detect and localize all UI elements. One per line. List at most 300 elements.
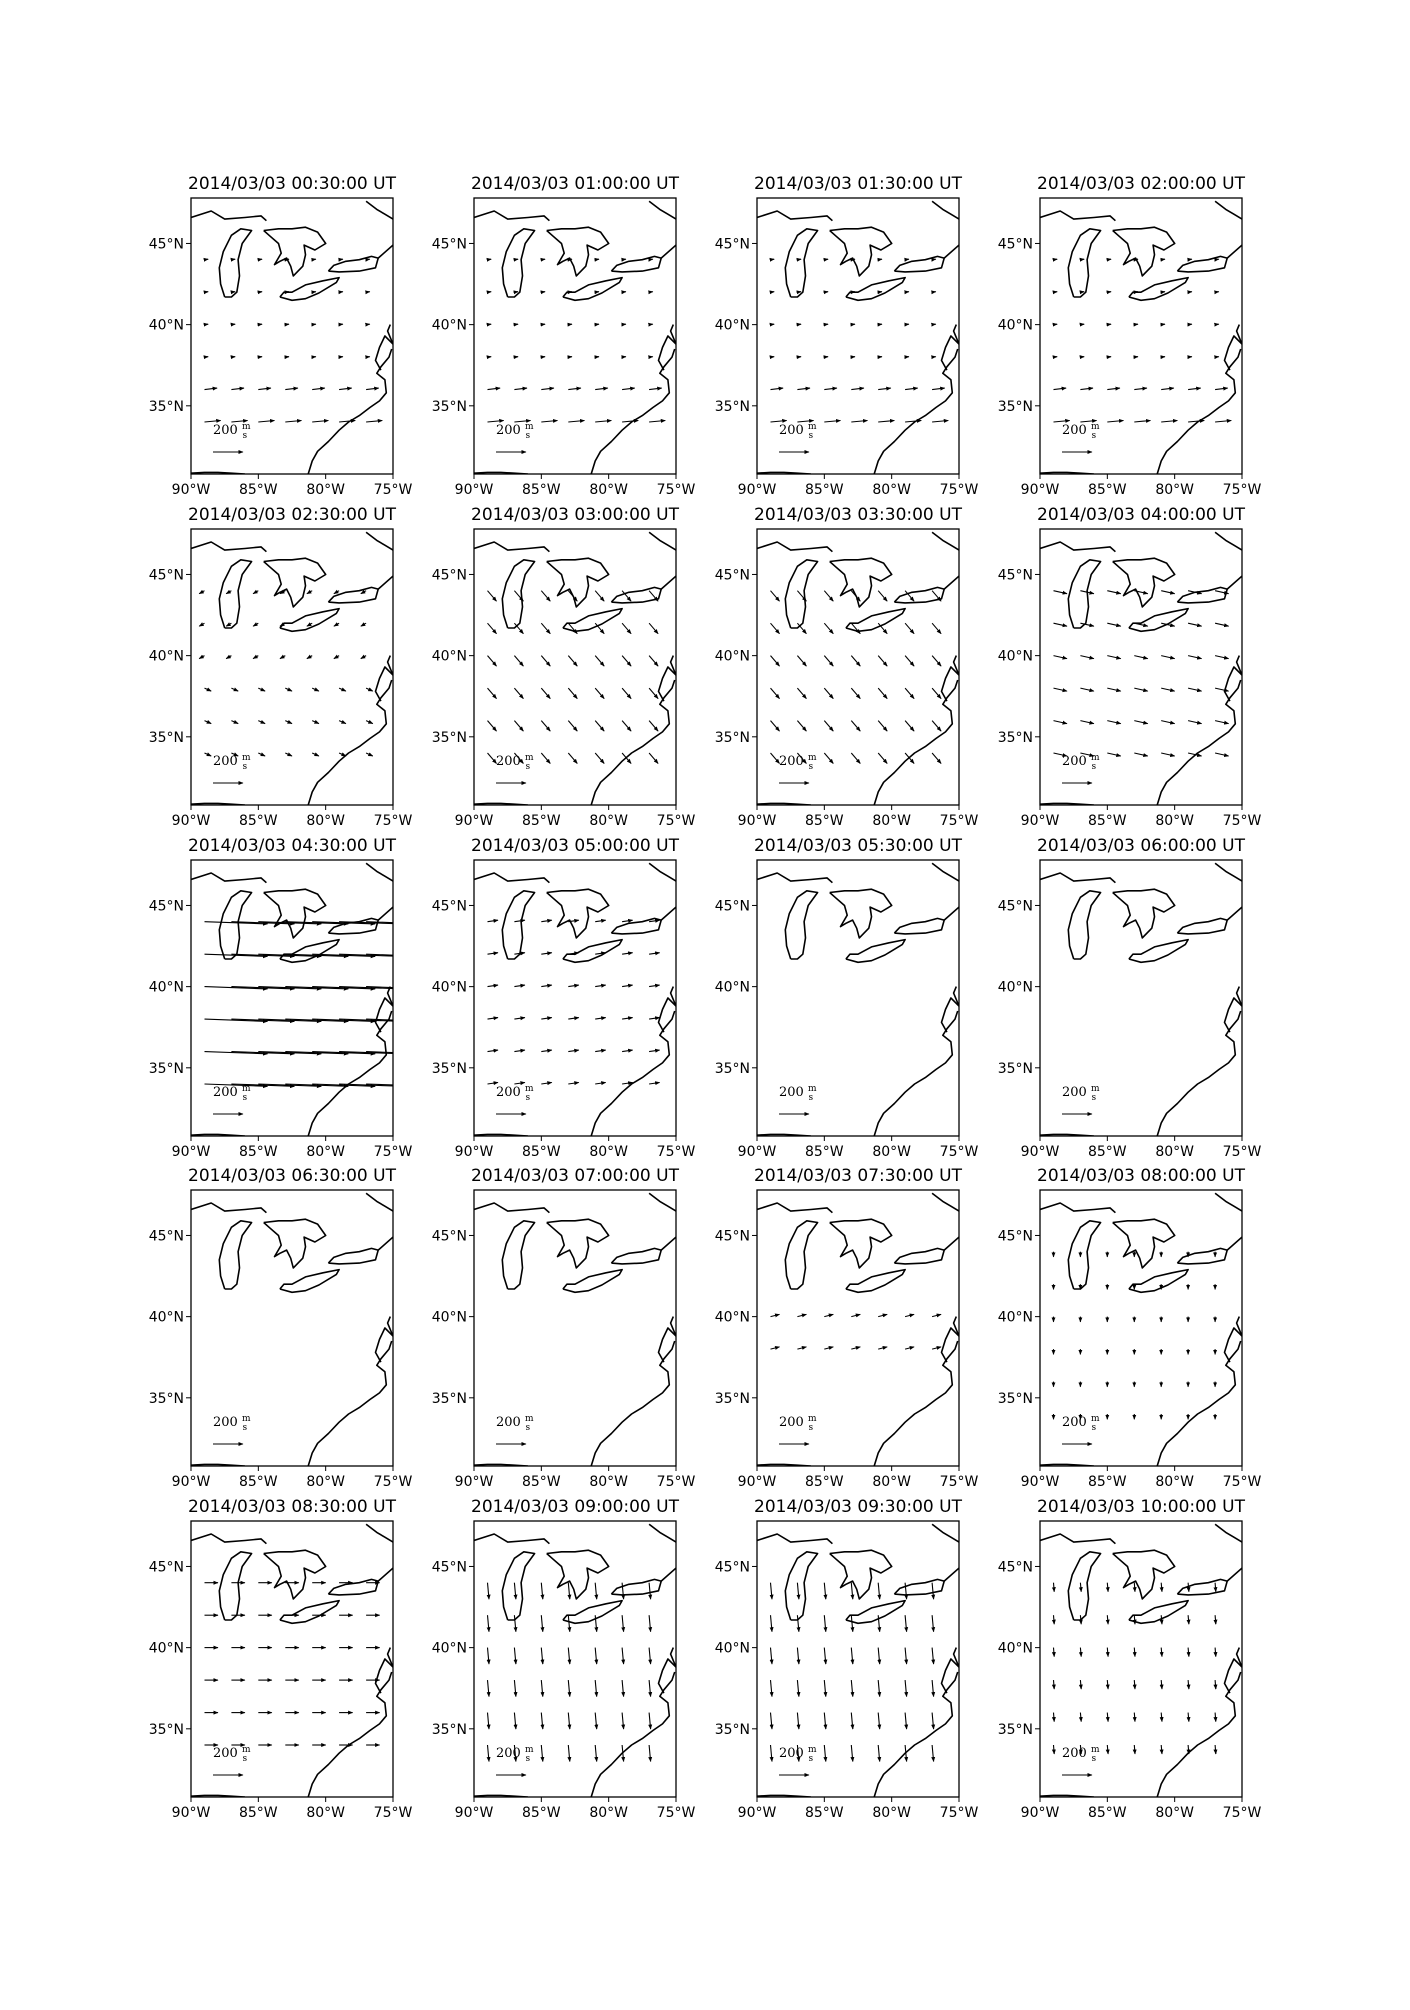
wind-vector bbox=[568, 1050, 579, 1052]
wind-vector bbox=[905, 623, 914, 634]
wind-vector bbox=[622, 1680, 624, 1697]
coastline bbox=[894, 1248, 944, 1264]
wind-vector bbox=[541, 1713, 543, 1730]
wind-vector bbox=[568, 259, 572, 260]
y-tick-label: 35°N bbox=[431, 1060, 467, 1077]
x-tick-label: 85°W bbox=[521, 1474, 561, 1490]
panel-title: 2014/03/03 05:00:00 UT bbox=[471, 836, 679, 856]
wind-vector bbox=[1188, 1583, 1189, 1592]
wind-vector bbox=[595, 1018, 606, 1020]
y-tick-label: 40°N bbox=[431, 1309, 467, 1326]
coastline bbox=[611, 256, 661, 272]
coastline bbox=[757, 1534, 832, 1544]
coastline bbox=[191, 873, 266, 883]
wind-vector bbox=[285, 421, 301, 423]
coastline bbox=[932, 532, 959, 550]
coastline bbox=[830, 889, 892, 938]
wind-vector bbox=[1188, 388, 1201, 390]
wind-vector bbox=[1215, 656, 1229, 659]
coastline bbox=[846, 278, 905, 301]
x-tick-label: 80°W bbox=[589, 1474, 629, 1490]
y-tick-label: 35°N bbox=[148, 398, 184, 415]
coastline bbox=[1068, 229, 1100, 297]
wind-vector bbox=[312, 721, 319, 724]
wind-vector bbox=[824, 753, 833, 764]
wind-vector bbox=[622, 1018, 633, 1020]
wind-vector bbox=[488, 688, 497, 699]
y-tick-label: 45°N bbox=[714, 567, 750, 584]
wind-vector bbox=[622, 1583, 624, 1600]
coastline bbox=[378, 1565, 400, 1581]
wind-vector bbox=[878, 292, 882, 293]
wind-vector bbox=[851, 1583, 853, 1600]
wind-vector bbox=[231, 688, 238, 691]
wind-vector bbox=[1107, 721, 1121, 724]
wind-vector bbox=[905, 1615, 907, 1632]
coastline bbox=[280, 278, 339, 301]
x-tick-label: 80°W bbox=[589, 482, 629, 498]
scale-label: 200 $^m$ s bbox=[213, 1745, 251, 1764]
wind-vector bbox=[797, 656, 806, 667]
wind-vector bbox=[1215, 1713, 1216, 1722]
panel-title: 2014/03/03 01:00:00 UT bbox=[471, 174, 679, 194]
map-panel bbox=[715, 1166, 979, 1490]
x-tick-label: 85°W bbox=[521, 1805, 561, 1821]
scale-label: 200 $^m$ s bbox=[779, 1745, 817, 1764]
coastline bbox=[378, 242, 400, 258]
wind-vector bbox=[339, 259, 343, 260]
coastline bbox=[547, 889, 609, 938]
x-tick-label: 90°W bbox=[171, 1474, 211, 1490]
wind-vector bbox=[1161, 292, 1165, 293]
wind-vector bbox=[905, 1713, 907, 1730]
coastline bbox=[649, 532, 676, 550]
coastline bbox=[757, 211, 832, 221]
wind-vector bbox=[771, 388, 784, 390]
wind-vector bbox=[568, 1745, 570, 1762]
wind-vector bbox=[1215, 721, 1229, 724]
wind-vector bbox=[258, 388, 271, 390]
wind-vector bbox=[824, 1745, 826, 1762]
wind-vector bbox=[797, 688, 806, 699]
wind-vector bbox=[541, 292, 545, 293]
wind-vector bbox=[514, 953, 525, 955]
wind-vector bbox=[514, 1050, 525, 1052]
wind-vector bbox=[1107, 656, 1121, 659]
wind-vector bbox=[541, 1648, 543, 1665]
wind-vector bbox=[797, 1615, 799, 1632]
wind-vector bbox=[905, 1745, 907, 1762]
y-tick-label: 35°N bbox=[997, 1721, 1033, 1738]
wind-vector bbox=[622, 1648, 624, 1665]
wind-vector bbox=[878, 1314, 887, 1316]
wind-vector bbox=[339, 292, 343, 293]
wind-vector bbox=[1188, 1713, 1189, 1722]
coastline bbox=[1227, 1565, 1249, 1581]
coastline bbox=[378, 573, 400, 589]
y-tick-label: 40°N bbox=[431, 979, 467, 996]
coastline bbox=[366, 532, 393, 550]
coastline bbox=[328, 256, 378, 272]
wind-vector bbox=[771, 1583, 773, 1600]
wind-vector bbox=[285, 259, 289, 260]
coastline bbox=[830, 227, 892, 276]
coastline bbox=[661, 1565, 683, 1581]
coastline bbox=[661, 1234, 683, 1250]
map-panel bbox=[715, 836, 979, 1160]
x-tick-label: 85°W bbox=[238, 813, 278, 829]
wind-vector bbox=[771, 292, 775, 293]
wind-vector bbox=[1188, 1615, 1189, 1624]
wind-vector bbox=[622, 985, 633, 987]
panel-title: 2014/03/03 07:30:00 UT bbox=[754, 1166, 962, 1186]
wind-vector bbox=[1188, 721, 1202, 724]
y-tick-label: 40°N bbox=[148, 317, 184, 334]
map-panel bbox=[149, 1497, 413, 1821]
wind-vector bbox=[568, 1713, 570, 1730]
wind-vector bbox=[541, 421, 557, 423]
wind-vector bbox=[851, 292, 855, 293]
x-tick-label: 80°W bbox=[872, 1144, 912, 1160]
coastline bbox=[1040, 873, 1115, 883]
wind-vector bbox=[878, 1745, 880, 1762]
wind-vector bbox=[199, 656, 204, 659]
panel-grid bbox=[149, 174, 1262, 1821]
wind-vector bbox=[312, 388, 325, 390]
wind-vector bbox=[366, 259, 370, 260]
wind-vector bbox=[541, 591, 550, 602]
x-tick-label: 75°W bbox=[373, 1805, 413, 1821]
coastline bbox=[1113, 227, 1175, 276]
wind-vector bbox=[1161, 259, 1165, 260]
coastline bbox=[474, 542, 549, 552]
wind-vector bbox=[253, 623, 258, 626]
wind-vector bbox=[258, 292, 262, 293]
coastline bbox=[1113, 1550, 1175, 1599]
coastline bbox=[280, 1270, 339, 1293]
panel-title: 2014/03/03 03:00:00 UT bbox=[471, 505, 679, 525]
wind-vector bbox=[878, 753, 887, 764]
coastline bbox=[894, 1579, 944, 1595]
coastline bbox=[944, 1565, 966, 1581]
x-tick-label: 75°W bbox=[656, 1144, 696, 1160]
wind-vector bbox=[226, 591, 231, 594]
wind-vector bbox=[1134, 688, 1148, 691]
y-tick-label: 35°N bbox=[148, 729, 184, 746]
map-panel bbox=[432, 505, 696, 829]
y-tick-label: 35°N bbox=[997, 398, 1033, 415]
wind-vector bbox=[1215, 259, 1219, 260]
x-tick-label: 90°W bbox=[737, 813, 777, 829]
x-tick-label: 90°W bbox=[1020, 1474, 1060, 1490]
wind-vector bbox=[514, 1018, 525, 1020]
wind-vector bbox=[1161, 721, 1175, 724]
x-tick-label: 80°W bbox=[1155, 482, 1195, 498]
wind-vector bbox=[932, 656, 941, 667]
wind-vector bbox=[1188, 1648, 1189, 1657]
wind-vector bbox=[568, 721, 577, 732]
scale-label: 200 $^m$ s bbox=[496, 1745, 534, 1764]
wind-vector bbox=[1161, 1680, 1162, 1689]
y-tick-label: 40°N bbox=[148, 1309, 184, 1326]
y-tick-label: 45°N bbox=[997, 1228, 1033, 1245]
wind-vector bbox=[622, 1713, 624, 1730]
wind-vector bbox=[595, 1083, 606, 1085]
wind-vector bbox=[1054, 421, 1070, 423]
coastline bbox=[1215, 1193, 1242, 1211]
wind-vector bbox=[878, 656, 887, 667]
wind-vector bbox=[1215, 421, 1231, 423]
wind-vector bbox=[905, 1648, 907, 1665]
wind-vector bbox=[541, 1680, 543, 1697]
wind-vector bbox=[622, 388, 635, 390]
wind-vector bbox=[824, 623, 833, 634]
y-tick-label: 45°N bbox=[148, 898, 184, 915]
coastline bbox=[328, 918, 378, 934]
coastline bbox=[1113, 1219, 1175, 1268]
map-panel bbox=[432, 836, 696, 1160]
coastline bbox=[649, 1193, 676, 1211]
wind-vector bbox=[771, 1745, 773, 1762]
wind-vector bbox=[851, 1347, 860, 1349]
wind-vector bbox=[334, 623, 339, 626]
coastline bbox=[1129, 278, 1188, 301]
wind-vector bbox=[1161, 1615, 1162, 1624]
wind-vector bbox=[541, 953, 552, 955]
wind-vector bbox=[1134, 753, 1148, 756]
wind-vector bbox=[1107, 623, 1121, 626]
wind-vector bbox=[488, 1018, 499, 1020]
coastline bbox=[502, 229, 534, 297]
wind-vector bbox=[851, 656, 860, 667]
coastline bbox=[502, 1552, 534, 1620]
coastline bbox=[846, 1270, 905, 1293]
coastline bbox=[547, 1550, 609, 1599]
wind-vector bbox=[878, 591, 887, 602]
wind-vector bbox=[649, 985, 660, 987]
coastline bbox=[785, 1221, 817, 1289]
panel-title: 2014/03/03 04:30:00 UT bbox=[188, 836, 396, 856]
coastline bbox=[547, 227, 609, 276]
coastline bbox=[757, 542, 832, 552]
coastline bbox=[191, 211, 266, 221]
wind-vector bbox=[1080, 1648, 1081, 1657]
scale-label: 200 $^m$ s bbox=[1062, 1414, 1100, 1433]
coastline bbox=[264, 227, 326, 276]
x-tick-label: 85°W bbox=[1087, 1805, 1127, 1821]
x-tick-label: 75°W bbox=[373, 1474, 413, 1490]
wind-vector bbox=[649, 920, 660, 922]
wind-vector bbox=[1080, 292, 1084, 293]
wind-vector bbox=[649, 656, 658, 667]
wind-vector bbox=[541, 388, 554, 390]
wind-vector bbox=[253, 656, 258, 659]
wind-vector bbox=[824, 688, 833, 699]
wind-vector bbox=[595, 1648, 597, 1665]
coastline bbox=[502, 1221, 534, 1289]
scale-label: 200 $^m$ s bbox=[779, 422, 817, 441]
coastline bbox=[1068, 1552, 1100, 1620]
wind-vector bbox=[1107, 1680, 1108, 1689]
wind-vector bbox=[231, 388, 244, 390]
wind-vector bbox=[595, 721, 604, 732]
wind-vector bbox=[366, 688, 373, 691]
wind-vector bbox=[514, 1583, 516, 1600]
wind-vector bbox=[568, 421, 584, 423]
y-tick-label: 45°N bbox=[714, 898, 750, 915]
coastline bbox=[191, 1203, 266, 1213]
wind-vector bbox=[1054, 688, 1068, 691]
coastline bbox=[280, 940, 339, 963]
wind-vector bbox=[595, 688, 604, 699]
wind-vector bbox=[488, 591, 497, 602]
coastline bbox=[611, 1579, 661, 1595]
x-tick-label: 85°W bbox=[804, 1144, 844, 1160]
map-panel bbox=[432, 174, 696, 498]
wind-vector bbox=[1161, 1583, 1162, 1592]
wind-vector bbox=[339, 721, 346, 724]
wind-vector bbox=[1215, 753, 1229, 756]
coastline bbox=[757, 873, 832, 883]
wind-vector bbox=[488, 1648, 490, 1665]
wind-vector bbox=[312, 421, 328, 423]
x-tick-label: 85°W bbox=[804, 1805, 844, 1821]
wind-vector bbox=[824, 388, 837, 390]
wind-vector bbox=[1134, 1713, 1135, 1722]
wind-vector bbox=[514, 985, 525, 987]
x-tick-label: 75°W bbox=[656, 482, 696, 498]
wind-vector bbox=[1054, 721, 1068, 724]
coastline bbox=[264, 1550, 326, 1599]
wind-vector bbox=[1107, 688, 1121, 691]
wind-vector bbox=[595, 1713, 597, 1730]
wind-vector bbox=[541, 753, 550, 764]
y-tick-label: 40°N bbox=[431, 648, 467, 665]
wind-vector bbox=[514, 1615, 516, 1632]
wind-vector bbox=[541, 1018, 552, 1020]
wind-vector bbox=[205, 388, 218, 390]
wind-vector bbox=[488, 1713, 490, 1730]
x-tick-label: 90°W bbox=[737, 482, 777, 498]
wind-vector bbox=[1215, 688, 1229, 691]
coastline bbox=[502, 891, 534, 959]
map-panel bbox=[998, 174, 1262, 498]
coastline bbox=[328, 1248, 378, 1264]
panel-title: 2014/03/03 04:00:00 UT bbox=[1037, 505, 1245, 525]
wind-vector bbox=[307, 623, 312, 626]
wind-vector bbox=[771, 1648, 773, 1665]
coastline bbox=[1177, 1579, 1227, 1595]
wind-vector bbox=[1134, 1745, 1135, 1754]
wind-vector bbox=[1080, 1583, 1081, 1592]
wind-vector bbox=[1107, 1745, 1108, 1754]
wind-vector bbox=[280, 656, 285, 659]
coastline bbox=[547, 1219, 609, 1268]
wind-vector bbox=[771, 1615, 773, 1632]
panel-title: 2014/03/03 02:00:00 UT bbox=[1037, 174, 1245, 194]
wind-vector bbox=[307, 591, 312, 594]
x-tick-label: 90°W bbox=[737, 1805, 777, 1821]
x-tick-label: 90°W bbox=[171, 482, 211, 498]
x-tick-label: 75°W bbox=[1222, 1474, 1262, 1490]
wind-vector bbox=[1054, 1745, 1055, 1754]
map-panel bbox=[998, 836, 1262, 1160]
wind-vector bbox=[541, 985, 552, 987]
x-tick-label: 80°W bbox=[1155, 1144, 1195, 1160]
wind-vector bbox=[824, 1314, 833, 1316]
wind-vector bbox=[568, 1680, 570, 1697]
map-panel bbox=[998, 1166, 1262, 1490]
wind-vector bbox=[1080, 259, 1084, 260]
wind-vector bbox=[1215, 1615, 1216, 1624]
wind-vector bbox=[905, 1347, 914, 1349]
wind-vector bbox=[258, 421, 274, 423]
scale-label: 200 $^m$ s bbox=[496, 1084, 534, 1103]
wind-vector bbox=[771, 259, 775, 260]
wind-vector bbox=[568, 1083, 579, 1085]
coastline bbox=[1227, 1234, 1249, 1250]
wind-vector bbox=[771, 623, 780, 634]
x-tick-label: 80°W bbox=[872, 1805, 912, 1821]
y-tick-label: 45°N bbox=[431, 567, 467, 584]
wind-vector bbox=[1134, 721, 1148, 724]
coastline bbox=[474, 211, 549, 221]
coastline bbox=[474, 873, 549, 883]
wind-vector bbox=[1080, 656, 1094, 659]
coastline bbox=[649, 201, 676, 219]
coastline bbox=[366, 201, 393, 219]
wind-vector bbox=[568, 1648, 570, 1665]
x-tick-label: 75°W bbox=[373, 813, 413, 829]
coastline bbox=[219, 229, 251, 297]
wind-vector bbox=[488, 1745, 490, 1762]
wind-vector bbox=[824, 1583, 826, 1600]
y-tick-label: 45°N bbox=[431, 236, 467, 253]
scale-label: 200 $^m$ s bbox=[213, 1414, 251, 1433]
wind-vector bbox=[851, 1745, 853, 1762]
x-tick-label: 85°W bbox=[804, 813, 844, 829]
wind-vector bbox=[824, 656, 833, 667]
wind-vector bbox=[797, 1680, 799, 1697]
x-tick-label: 80°W bbox=[306, 1474, 346, 1490]
panel-title: 2014/03/03 09:30:00 UT bbox=[754, 1497, 962, 1517]
wind-vector bbox=[339, 753, 346, 756]
wind-vector bbox=[514, 388, 527, 390]
wind-vector bbox=[851, 421, 867, 423]
wind-vector bbox=[622, 1615, 624, 1632]
y-tick-label: 35°N bbox=[431, 1721, 467, 1738]
y-tick-label: 35°N bbox=[997, 1060, 1033, 1077]
wind-vector bbox=[851, 1680, 853, 1697]
wind-vector bbox=[541, 259, 545, 260]
wind-vector bbox=[1107, 591, 1121, 594]
wind-vector bbox=[1054, 292, 1058, 293]
map-panel bbox=[715, 174, 979, 498]
map-panel bbox=[149, 174, 413, 498]
wind-vector bbox=[878, 1583, 880, 1600]
x-tick-label: 90°W bbox=[454, 1474, 494, 1490]
coastline bbox=[366, 1524, 393, 1542]
wind-vector bbox=[649, 388, 662, 390]
panel-title: 2014/03/03 09:00:00 UT bbox=[471, 1497, 679, 1517]
wind-vector bbox=[932, 292, 936, 293]
wind-vector bbox=[797, 259, 801, 260]
wind-vector bbox=[851, 623, 860, 634]
wind-vector bbox=[285, 292, 289, 293]
wind-vector bbox=[771, 591, 780, 602]
wind-vector bbox=[488, 953, 499, 955]
wind-vector bbox=[258, 721, 265, 724]
